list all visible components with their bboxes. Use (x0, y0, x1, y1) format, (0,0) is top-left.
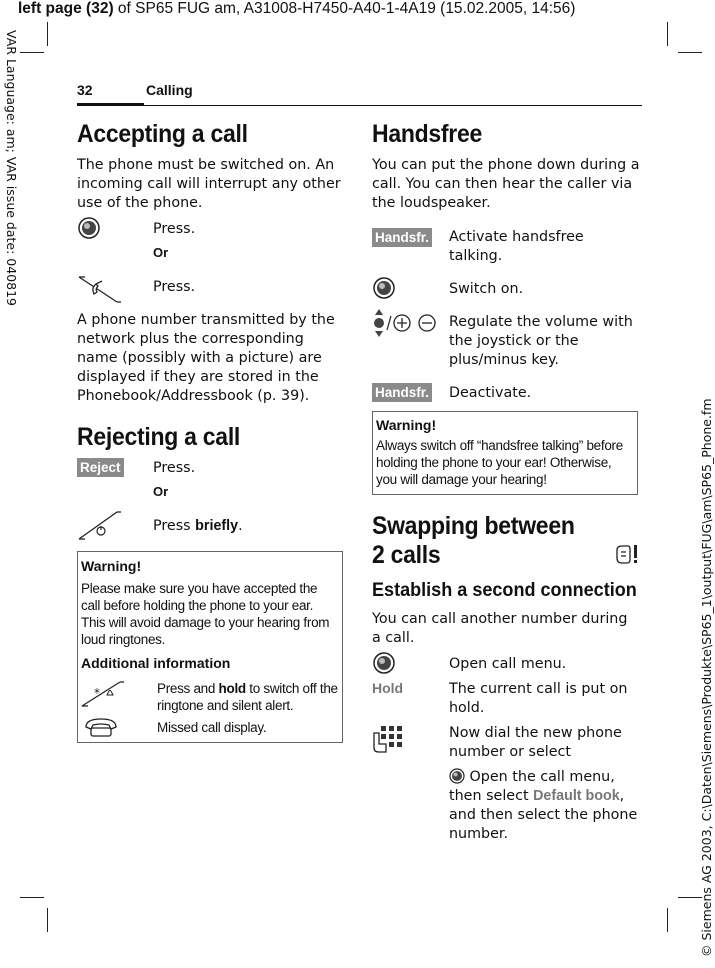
warning-title: Warning! (81, 558, 142, 574)
additional-info-title: Additional information (81, 655, 231, 671)
handsfree-title: Handsfree (372, 120, 483, 148)
star-key-icon (80, 679, 126, 709)
volume-icon (372, 308, 440, 338)
joystick-press-icon (449, 768, 465, 784)
warning-title: Warning! (376, 417, 437, 433)
crop-mark (20, 52, 44, 53)
right-margin-note: © Siemens AG 2003, C:\Daten\Siemens\Produkte\SP65_1\output\FUG\am\SP65_Phone.fm (699, 398, 714, 957)
crop-mark (47, 22, 48, 46)
reject-softkey[interactable]: Reject (77, 458, 124, 477)
switch-on-text: Switch on. (449, 281, 524, 297)
crop-mark (20, 897, 44, 898)
accept-press-label: Press. (153, 221, 196, 237)
document-info: left page (32) of SP65 FUG am, A31008-H7450-A40-1-4A19 (15.02.2005, 14:56) (18, 0, 576, 17)
accept-press-label-2: Press. (153, 279, 196, 295)
warning-text: Always switch off “handsfree talking” before holding the phone to your ear! Otherwise, you will damage your hearing! (376, 438, 623, 487)
hold-softkey[interactable]: Hold (372, 680, 404, 696)
or-label: Or (153, 484, 169, 499)
warning-text: Please make sure you have accepted the call before holding the phone to your ear. This will avoid damage to your hearing from loud ringtones. (81, 581, 330, 647)
open-call-menu-instructions: Open the call menu, then select Default book, and then select the phone number. (449, 769, 638, 842)
header-rule-accent (77, 103, 144, 106)
crop-mark (678, 52, 702, 53)
rejecting-title: Rejecting a call (77, 423, 241, 451)
swapping-title: Swapping between 2 calls (372, 512, 575, 569)
accepting-paragraph: A phone number transmitted by the network plus the corresponding name (possibly with a picture) are displayed if they are stored in the Phonebook/Addressbook (p. 39). (77, 312, 335, 404)
volume-text: Regulate the volume with the joystick or the plus/minus key. (449, 314, 633, 368)
open-call-menu-text: Open call menu. (449, 656, 567, 672)
joystick-press-icon (78, 217, 100, 239)
crop-mark (47, 908, 48, 932)
handsfree-softkey[interactable]: Handsfr. (372, 228, 432, 247)
end-key-icon (77, 509, 123, 543)
section-heading: Calling (146, 82, 193, 98)
accepting-title: Accepting a call (77, 120, 248, 148)
star-key-text: Press and hold to switch off the ringtone and silent alert. (157, 681, 338, 713)
joystick-press-icon (373, 652, 395, 674)
deactivate-text: Deactivate. (449, 385, 532, 401)
hold-text: The current call is put on hold. (449, 681, 628, 716)
page-number: 32 (77, 82, 93, 98)
accepting-intro: The phone must be switched on. An incoming call will interrupt any other use of the phone. (77, 157, 341, 211)
or-label: Or (153, 245, 169, 260)
swapping-intro: You can call another number during a call. (372, 611, 628, 646)
left-margin-note: VAR Language: am; VAR issue date: 040819 (4, 30, 19, 306)
network-service-icon (614, 543, 640, 565)
keypad-icon (372, 724, 406, 754)
dial-text: Now dial the new phone number or select (449, 725, 622, 760)
activate-handsfree-text: Activate handsfree talking. (449, 229, 584, 264)
joystick-press-icon (373, 277, 395, 299)
call-key-icon (77, 272, 123, 304)
crop-mark (667, 908, 668, 932)
header-rule (77, 105, 642, 106)
reject-press-label: Press. (153, 460, 196, 476)
missed-call-icon (83, 715, 119, 739)
missed-call-text: Missed call display. (157, 720, 267, 735)
svg-text:*: * (94, 686, 100, 700)
reject-press-briefly: Press briefly. (153, 518, 243, 534)
handsfree-intro: You can put the phone down during a call. You can then hear the caller via the loudspeaker. (372, 157, 640, 211)
warning-box (77, 551, 343, 743)
second-connection-subtitle: Establish a second connection (372, 580, 637, 601)
handsfree-softkey-deactivate[interactable]: Handsfr. (372, 383, 432, 402)
crop-mark (667, 22, 668, 46)
handsfree-warning-box (372, 411, 638, 495)
